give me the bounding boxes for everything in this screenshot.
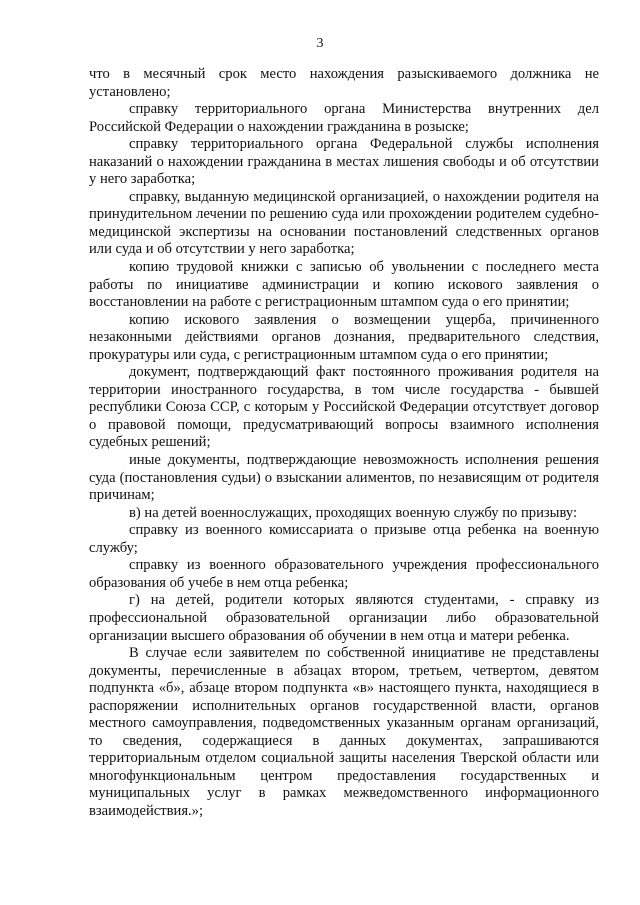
paragraph-subitem-g: г) на детей, родители которых являются студентами, - справку из профессиональной образовательной организации либо образовательной организации высшего образования об обучении в нем отца и матери ребенка.	[89, 592, 599, 644]
paragraph-military-school: справку из военного образовательного учреждения профессионального образования об учебе в нем отца ребенка;	[89, 557, 599, 591]
paragraph-foreign-residence: документ, подтверждающий факт постоянного проживания родителя на территории иностранного государства, в том числе государства - бывшей республики Союза ССР, с которым у Российской Федерации отсутствует договор о правовой помощи, предусматривающий вопросы взаимного исполнения судебных решений;	[89, 364, 599, 451]
paragraph-fsin-certificate: справку территориального органа Федеральной службы исполнения наказаний о нахождении гражданина в местах лишения свободы и об отсутствии у него заработка;	[89, 136, 599, 188]
paragraph-mvd-certificate: справку территориального органа Министерства внутренних дел Российской Федерации о нахождении гражданина в розыске;	[89, 101, 599, 135]
page-number: 3	[316, 36, 324, 51]
paragraph-subitem-v: в) на детей военнослужащих, проходящих военную службу по призыву:	[129, 504, 578, 521]
paragraph-other-documents: иные документы, подтверждающие невозможность исполнения решения суда (постановления судьи) о взыскании алиментов, по независящим от родителя причинам;	[89, 452, 599, 504]
paragraph-damage-claim: копию искового заявления о возмещении ущерба, причиненного незаконными действиями органов дознания, предварительного следствия, прокуратуры или суда, с регистрационным штампом суда о его принятии;	[89, 311, 599, 363]
paragraph-continuation: что в месячный срок место нахождения разыскиваемого должника не установлено;	[89, 66, 599, 100]
paragraph-medical-certificate: справку, выданную медицинской организацией, о нахождении родителя на принудительном лечении по решению суда или прохождении родителем судебно-медицинской экспертизы на основании постановлений следственных органов или суда и об отсутствии у него заработка;	[89, 188, 599, 258]
paragraph-military-commissariat: справку из военного комиссариата о призыве отца ребенка на военную службу;	[89, 522, 599, 556]
paragraph-employment-record: копию трудовой книжки с записью об увольнении с последнего места работы по инициативе администрации и копию искового заявления о восстановлении на работе с регистрационным штампом суда о его принятии;	[89, 259, 599, 311]
document-body	[89, 66, 599, 821]
paragraph-interagency-request: В случае если заявителем по собственной инициативе не представлены документы, перечисленные в абзацах втором, третьем, четвертом, девятом подпункта «б», абзаце втором подпункта «в» настоящего пункта, находящиеся в распоряжении исполнительных органов государственной власти, органов местного самоуправления, подведомственных указанным органам организаций, то сведения, содержащиеся в данных документах, запрашиваются территориальным отделом социальной защиты населения Тверской области или многофункциональным центром предоставления государственных и муниципальных услуг в рамках межведомственного информационного взаимодействия.»;	[89, 645, 599, 819]
